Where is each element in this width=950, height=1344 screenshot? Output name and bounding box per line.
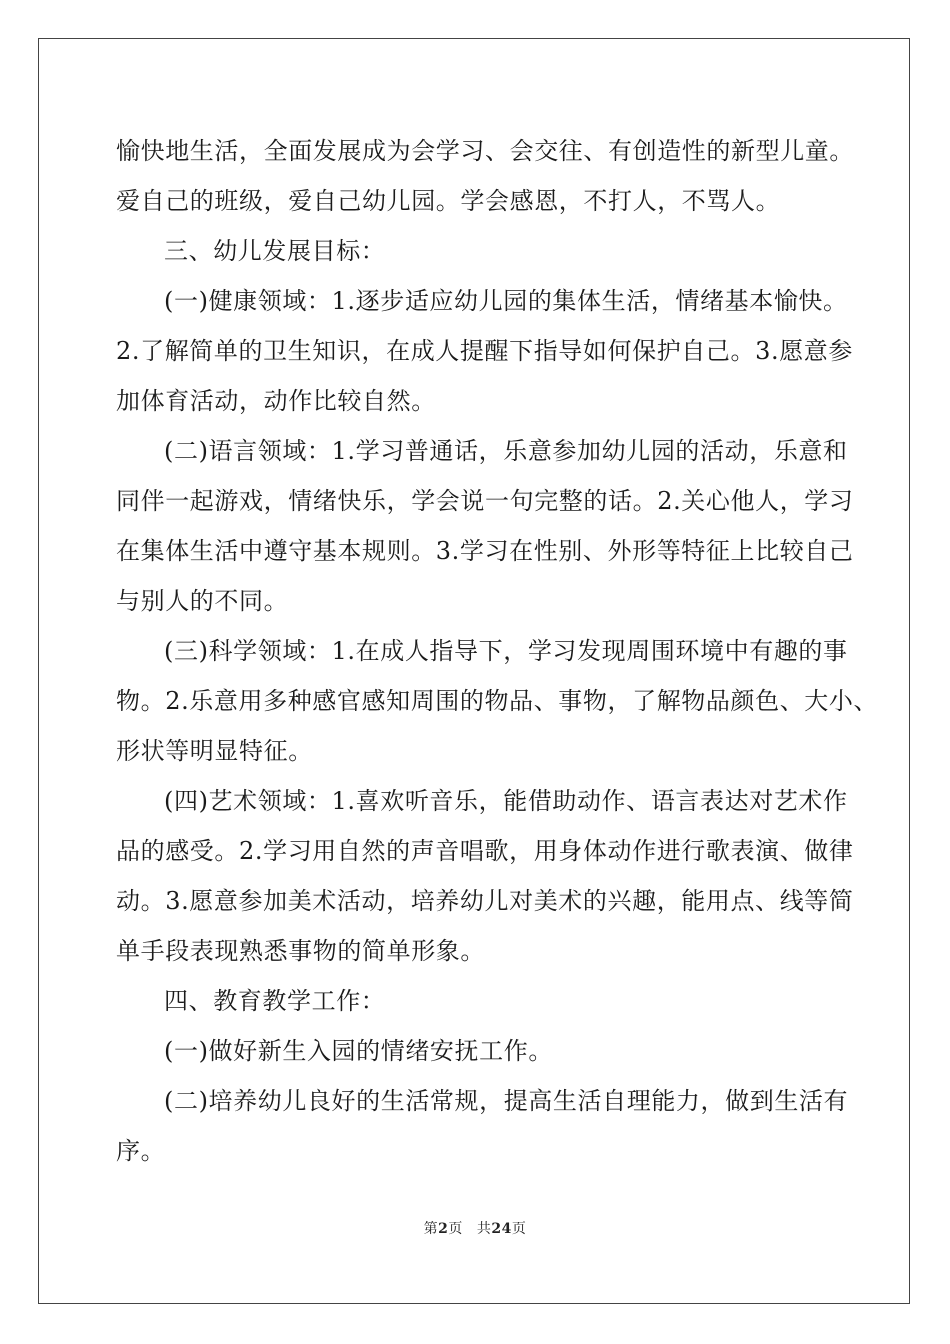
total-pages: 24 bbox=[491, 1221, 512, 1237]
page-footer bbox=[0, 1218, 950, 1238]
paragraph-start: (四)艺术领域：1.喜欢听音乐，能借助动作、语言表达对艺术作 bbox=[164, 787, 848, 815]
section-heading: 三、幼儿发展目标： bbox=[164, 237, 386, 265]
paragraph-start: (三)科学领域：1.在成人指导下，学习发现周围环境中有趣的事 bbox=[164, 637, 848, 665]
page-suffix: 页 bbox=[448, 1221, 463, 1237]
paragraph-start: (一)做好新生入园的情绪安抚工作。 bbox=[164, 1037, 553, 1065]
text-line: 物。2.乐意用多种感官感知周围的物品、事物，了解物品颜色、大小、 bbox=[116, 687, 879, 715]
text-line: 爱自己的班级，爱自己幼儿园。学会感恩，不打人，不骂人。 bbox=[116, 187, 781, 215]
text-line: 序。 bbox=[116, 1137, 166, 1165]
paragraph-start: (一)健康领域：1.逐步适应幼儿园的集体生活，情绪基本愉快。 bbox=[164, 287, 848, 315]
total-prefix: 共 bbox=[476, 1221, 492, 1237]
text-line: 在集体生活中遵守基本规则。3.学习在性别、外形等特征上比较自己 bbox=[116, 537, 854, 565]
text-line: 单手段表现熟悉事物的简单形象。 bbox=[116, 937, 485, 965]
text-line: 愉快地生活，全面发展成为会学习、会交往、有创造性的新型儿童。 bbox=[116, 137, 854, 165]
text-line: 品的感受。2.学习用自然的声音唱歌，用身体动作进行歌表演、做律 bbox=[116, 837, 854, 865]
paragraph-start: (二)语言领域：1.学习普通话，乐意参加幼儿园的活动，乐意和 bbox=[164, 437, 848, 465]
text-line: 形状等明显特征。 bbox=[116, 737, 313, 765]
total-suffix: 页 bbox=[511, 1221, 527, 1237]
text-line: 与别人的不同。 bbox=[116, 587, 289, 615]
text-line: 动。3.愿意参加美术活动，培养幼儿对美术的兴趣，能用点、线等简 bbox=[116, 887, 854, 915]
page-number: 2 bbox=[438, 1221, 449, 1237]
document-body bbox=[116, 126, 879, 1176]
text-line: 加体育活动，动作比较自然。 bbox=[116, 387, 436, 415]
text-line: 2.了解简单的卫生知识，在成人提醒下指导如何保护自己。3.愿意参 bbox=[116, 337, 853, 365]
page-prefix: 第 bbox=[423, 1221, 439, 1237]
text-line: 同伴一起游戏，情绪快乐，学会说一句完整的话。2.关心他人，学习 bbox=[116, 487, 854, 515]
section-heading: 四、教育教学工作： bbox=[164, 987, 386, 1015]
paragraph-start: (二)培养幼儿良好的生活常规，提高生活自理能力，做到生活有 bbox=[164, 1087, 849, 1115]
